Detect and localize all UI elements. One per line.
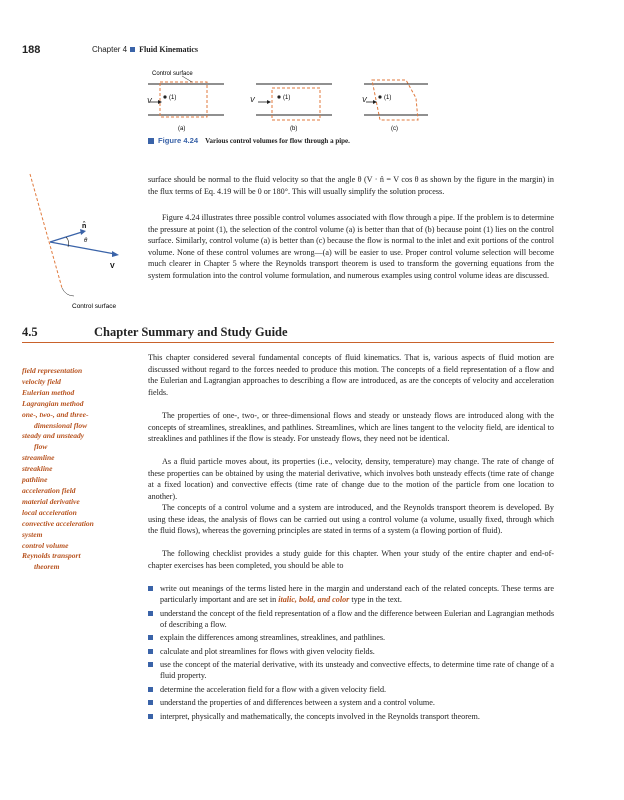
summary-paragraph-2: The properties of one-, two-, or three-dimensional flows and steady or unsteady flows are introduced along with the concepts of streamlines, streaklines, and pathlines. Streamlines, which are lines tangent to the velocity field, are identical to streaklines and pathlines if the flow is steady. For unsteady flows, they need not be identical. xyxy=(148,411,554,444)
list-item: calculate and plot streamlines for flows with given velocity fields. xyxy=(148,646,554,657)
summary-paragraph-4: The concepts of a control volume and a system are introduced, and the Reynolds transport theorem is developed. By using these ideas, the analysis of flows can be carried out using a control volume (a volume, usually fixed, through which the fluid flows), whereas the governing principles are stated in terms of a system (a flowing portion of fluid). xyxy=(148,503,554,536)
square-bullet-icon xyxy=(148,687,153,692)
panel-b xyxy=(250,84,332,132)
square-bullet-icon xyxy=(148,700,153,705)
square-bullet-icon xyxy=(148,714,153,719)
margin-terms xyxy=(22,366,142,573)
point-label-c: (1) xyxy=(384,95,392,101)
control-surface-label: Control surface xyxy=(152,71,193,77)
list-item: explain the differences among streamlines, streaklines, and pathlines. xyxy=(148,632,554,643)
margin-figure xyxy=(22,172,142,312)
margin-term: streakline xyxy=(22,464,53,474)
highlight-text: italic, bold, and color xyxy=(278,595,350,605)
velocity-label-b: V xyxy=(250,97,255,104)
chapter-label: Chapter 4 xyxy=(92,45,128,54)
square-bullet-icon xyxy=(148,586,153,591)
margin-term: one-, two-, and three- xyxy=(22,409,89,419)
figure-caption xyxy=(148,136,350,145)
margin-term: pathline xyxy=(22,475,48,485)
margin-term: local acceleration xyxy=(22,507,77,517)
section-heading xyxy=(22,325,554,343)
point-label-b: (1) xyxy=(283,95,291,101)
margin-term: control volume xyxy=(22,540,69,550)
square-bullet-icon xyxy=(148,611,153,616)
page-number: 188 xyxy=(22,44,41,56)
control-surface-margin-label: Control surface xyxy=(72,303,117,310)
running-header xyxy=(92,45,198,54)
chapter-title: Fluid Kinematics xyxy=(139,45,199,54)
square-bullet-icon xyxy=(148,662,153,667)
figure-4-24 xyxy=(140,66,430,134)
list-item: determine the acceleration field for a flow with a given velocity field. xyxy=(148,684,554,695)
panel-label-b: (b) xyxy=(290,126,298,132)
margin-term: material derivative xyxy=(22,496,80,506)
margin-term: Reynolds transport xyxy=(22,551,81,561)
velocity-label-c: V xyxy=(362,97,367,104)
angle-label: θ xyxy=(84,238,88,244)
square-bullet-icon xyxy=(148,649,153,654)
summary-paragraph-1: This chapter considered several fundamental concepts of fluid kinematics. That is, various aspects of fluid motion are discussed without regard to the forces needed to produce this motion. The concepts of a field representation of a flow and the Eulerian and Lagrangian approaches to describing a flow are introduced, as are the concepts of velocity and acceleration fields. xyxy=(148,353,554,397)
margin-term: flow xyxy=(34,442,48,452)
square-bullet-icon xyxy=(148,635,153,640)
margin-term: theorem xyxy=(34,562,60,572)
panel-label-a: (a) xyxy=(178,126,186,132)
figure-label: Figure 4.24 xyxy=(158,136,199,145)
margin-term: system xyxy=(22,529,43,539)
velocity-label-a: V xyxy=(147,98,152,105)
list-item: understand the concept of the field representation of a flow and the difference between Eulerian and Lagrangian methods of describing a flow. xyxy=(148,608,554,630)
panel-label-c: (c) xyxy=(391,126,398,132)
summary-paragraph-3: As a fluid particle moves about, its properties (i.e., velocity, density, temperature) may change. The rate of change of these properties can be obtained by using the material derivative, which involves both unsteady effects (time rate of change at a fixed location) and convective effects (time rate of change due to the motion of the particle from one location to another). xyxy=(148,457,554,501)
margin-term: velocity field xyxy=(22,376,61,386)
list-item: interpret, physically and mathematically, the concepts involved in the Reynolds transport theorem. xyxy=(148,711,554,722)
figure-title: Various control volumes for flow through a pipe. xyxy=(205,137,350,145)
margin-term: field representation xyxy=(22,366,83,375)
list-item: use the concept of the material derivative, with its unsteady and convective effects, to determine time rate of change of a fluid property. xyxy=(148,659,554,681)
summary-paragraph-5: The following checklist provides a study guide for this chapter. When your study of the entire chapter and end-of-chapter exercises has been completed, you should be able to xyxy=(148,549,554,570)
margin-term: convective acceleration xyxy=(22,518,94,528)
margin-term: steady and unsteady xyxy=(22,431,85,441)
body-paragraph-1: surface should be normal to the fluid velocity so that the angle θ (V · n̂ = V cos θ as shown by the figure in the margin) in the flux terms of Eq. 4.19 will be 0 or 180°. This will usually simplify the solution process. xyxy=(148,175,554,196)
list-item: write out meanings of the terms listed here in the margin and understand each of the related concepts. These terms are particularly important and are set in italic, bold, and color type in the text. xyxy=(148,583,554,605)
body-paragraph-2: Figure 4.24 illustrates three possible control volumes associated with flow through a pipe. If the problem is to determine the pressure at point (1), the selection of the control volume (a) is better than that of (b) because point (1) lies on the control surface. Similarly, control volume (a) is better than (c) because the flow is normal to the inlet and exit portions of the control volume. None of these control volumes are wrong—(a) will be easier to use. Proper control volume selection will become much clearer in Chapter 5 where the Reynolds transport theorem is used to transform the governing equations from the system formulation into the control volume formulation, and numerous examples using control volume ideas are discussed. xyxy=(148,213,554,280)
velocity-vector-label: V xyxy=(110,263,115,270)
normal-vector-label: n̂ xyxy=(82,223,87,230)
study-checklist xyxy=(148,583,554,724)
margin-term: streamline xyxy=(22,453,55,463)
margin-term: dimensional flow xyxy=(34,420,88,430)
section-number: 4.5 xyxy=(22,325,38,339)
panel-a xyxy=(147,71,224,132)
section-title: Chapter Summary and Study Guide xyxy=(94,325,288,339)
panel-c xyxy=(362,80,428,132)
margin-term: Lagrangian method xyxy=(22,398,84,408)
square-bullet-icon xyxy=(148,138,154,144)
margin-term: Eulerian method xyxy=(22,387,75,397)
list-item: understand the properties of and differences between a system and a control volume. xyxy=(148,697,554,708)
point-label-a: (1) xyxy=(169,95,177,101)
margin-term: acceleration field xyxy=(22,485,76,495)
square-bullet-icon xyxy=(130,47,135,52)
